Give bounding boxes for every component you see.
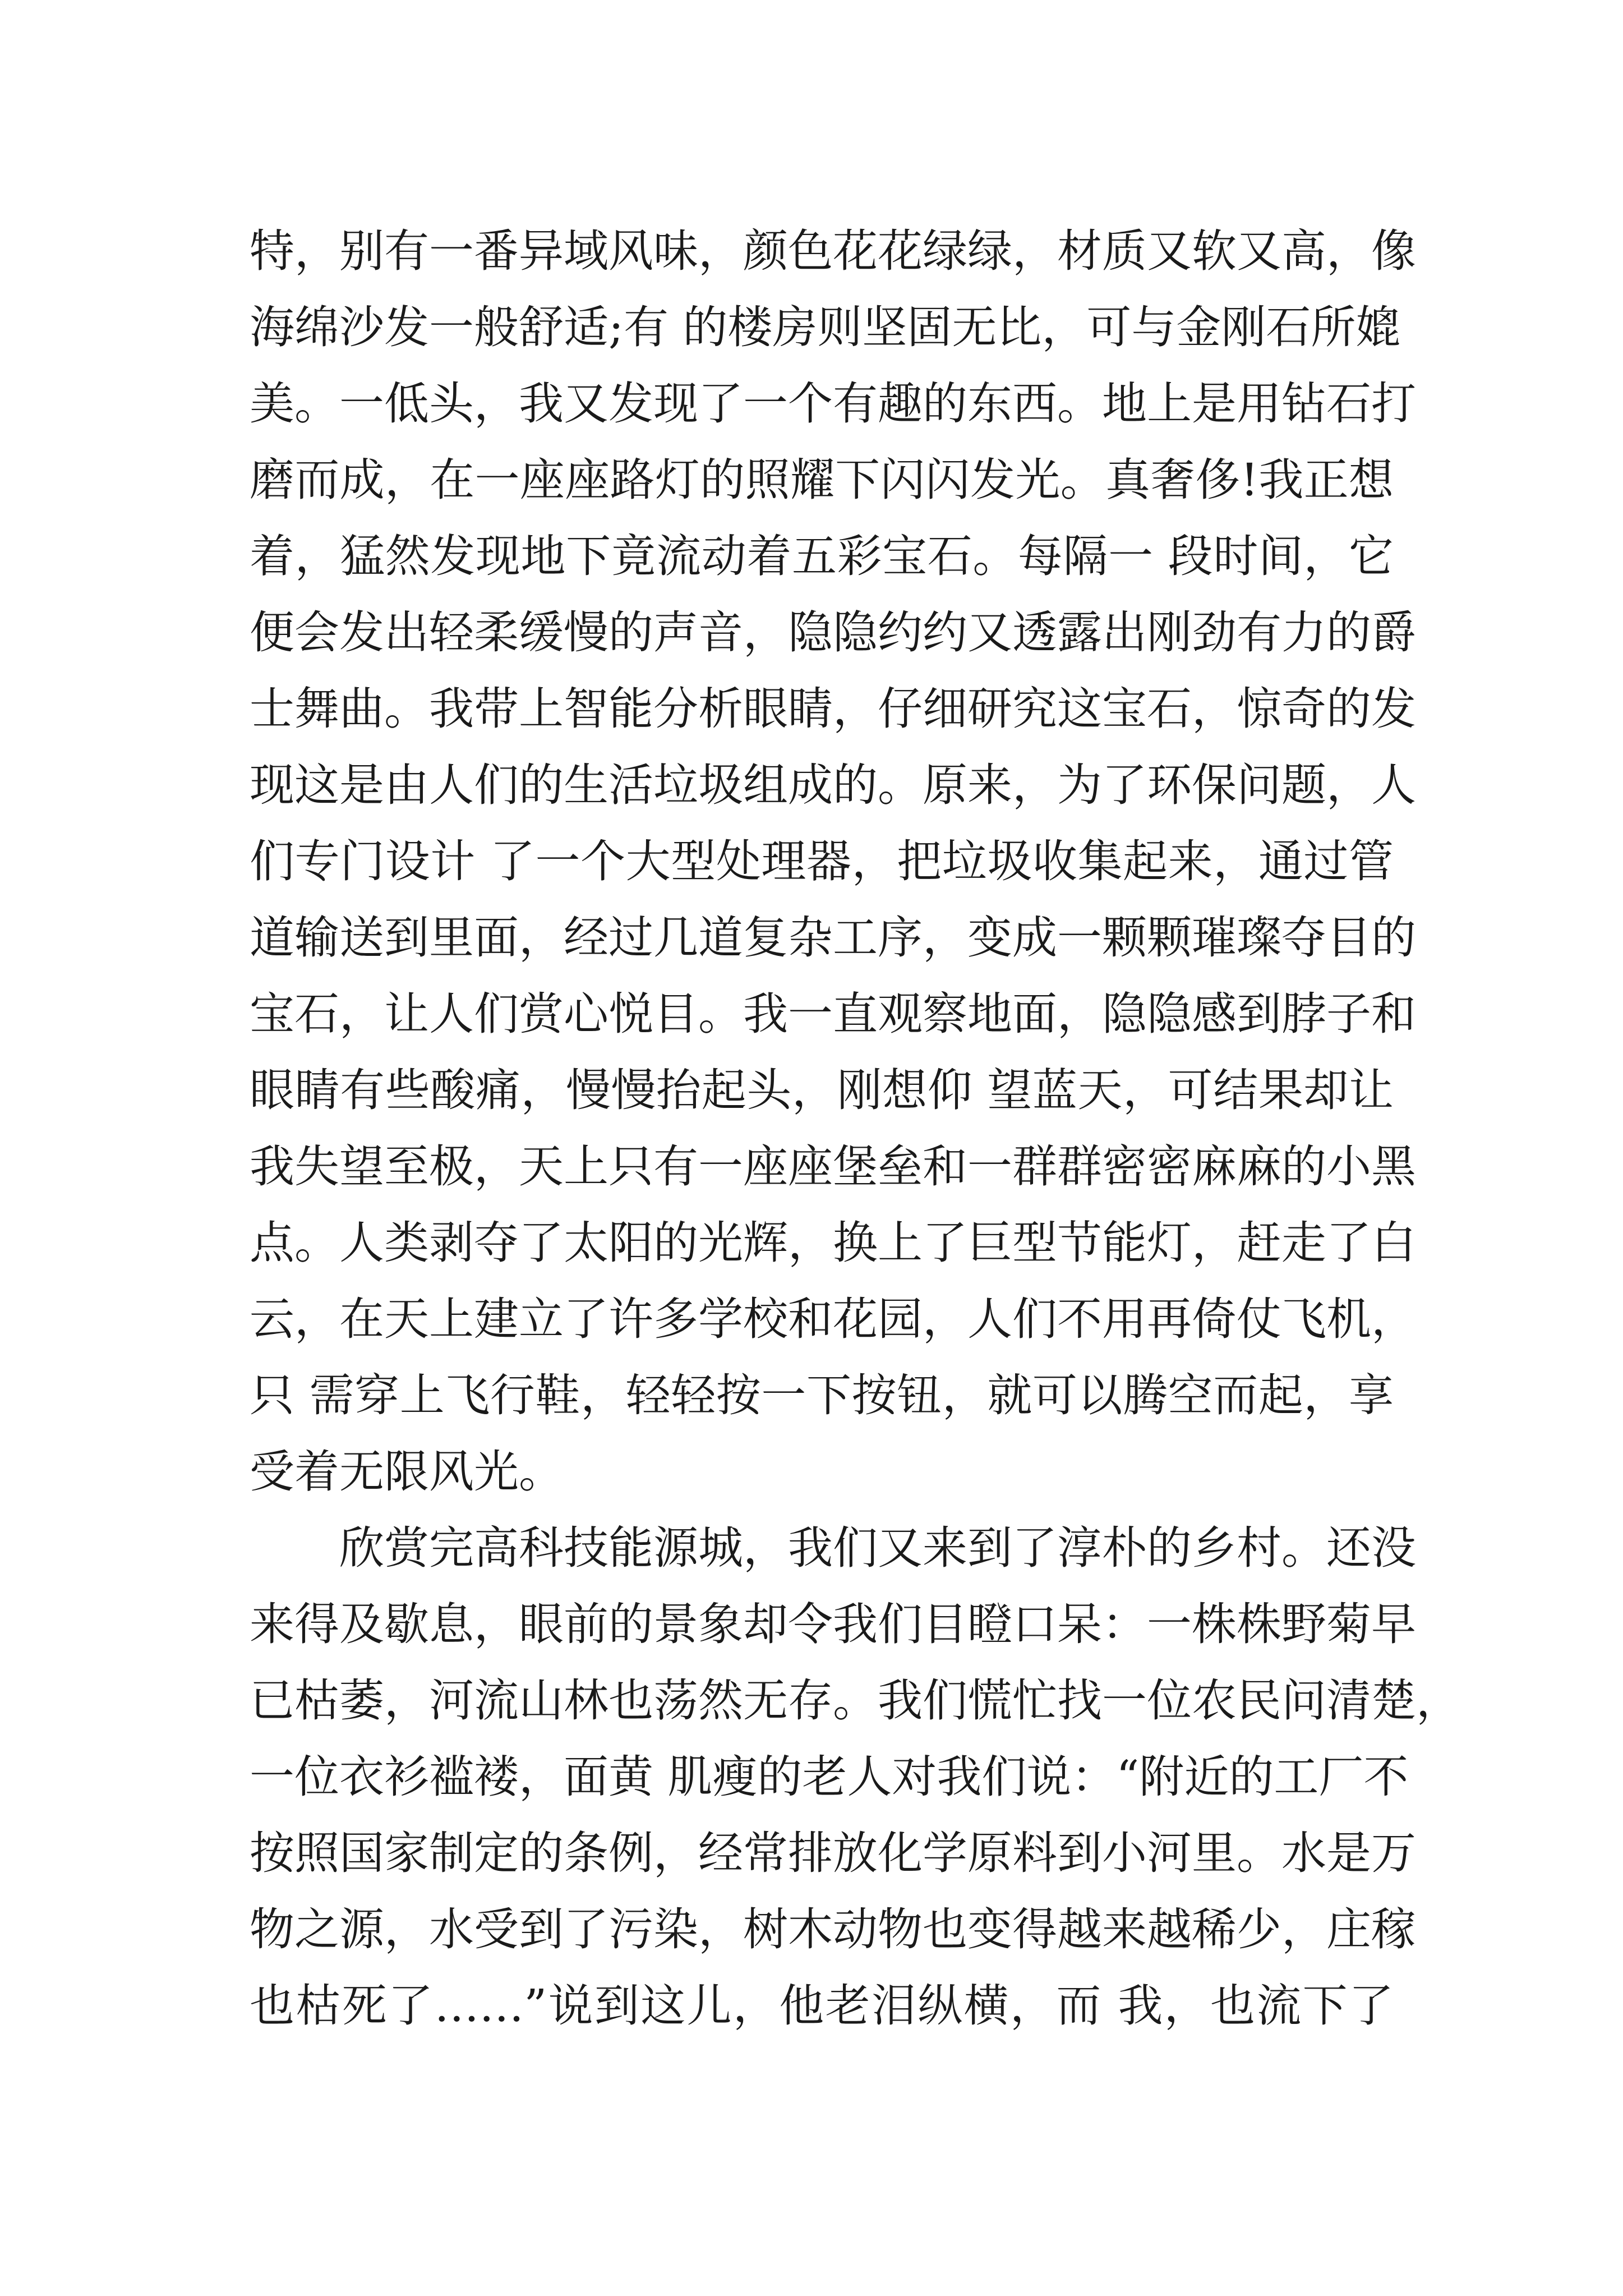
text-line: 只 需穿上飞行鞋，轻轻按一下按钮，就可以腾空而起，享 xyxy=(250,1369,1394,1421)
text-line: 点。人类剥夺了太阳的光辉，换上了巨型节能灯，赶走了白 xyxy=(250,1217,1416,1269)
body-text xyxy=(250,213,1461,2044)
text-line: 道输送到里面，经过几道复杂工序，变成一颗颗璀璨夺目的 xyxy=(250,912,1416,964)
text-line: 我失望至极，天上只有一座座堡垒和一群群密密麻麻的小黑 xyxy=(250,1140,1416,1193)
text-line: 海绵沙发一般舒适;有 的楼房则坚固无比，可与金刚石所媲 xyxy=(250,301,1401,353)
text-line: 已枯萎，河流山林也荡然无存。我们慌忙找一位农民问清楚， xyxy=(250,1674,1461,1727)
text-line: 磨而成，在一座座路灯的照耀下闪闪发光。真奢侈!我正想 xyxy=(250,454,1394,506)
text-line: 受着无限风光。 xyxy=(250,1446,564,1498)
text-line: 便会发出轻柔缓慢的声音，隐隐约约又透露出刚劲有力的爵 xyxy=(250,606,1416,659)
text-line: 宝石，让人们赏心悦目。我一直观察地面，隐隐感到脖子和 xyxy=(250,988,1416,1040)
text-line: 一位衣衫褴褛，面黄 肌瘦的老人对我们说：“附近的工厂不 xyxy=(250,1751,1409,1803)
text-line: 特，别有一番异域风味，颜色花花绿绿，材质又软又高，像 xyxy=(250,225,1416,277)
text-line: 也枯死了……”说到这儿，他老泪纵横，而 我，也流下了 xyxy=(250,1980,1394,2032)
text-line: 现这是由人们的生活垃圾组成的。原来，为了环保问题，人 xyxy=(250,759,1416,811)
text-line: 眼睛有些酸痛，慢慢抬起头，刚想仰 望蓝天，可结果却让 xyxy=(250,1064,1394,1116)
text-line: 物之源，水受到了污染，树木动物也变得越来越稀少，庄稼 xyxy=(250,1903,1416,1955)
text-line: 云，在天上建立了许多学校和花园，人们不用再倚仗飞机， xyxy=(250,1293,1416,1345)
text-line: 来得及歇息，眼前的景象却令我们目瞪口呆：一株株野菊早 xyxy=(250,1598,1416,1650)
text-line: 们专门设计 了一个大型处理器，把垃圾收集起来，通过管 xyxy=(250,835,1394,887)
text-line: 美。一低头，我又发现了一个有趣的东西。地上是用钻石打 xyxy=(250,378,1416,430)
text-line: 士舞曲。我带上智能分析眼睛，仔细研究这宝石，惊奇的发 xyxy=(250,683,1416,735)
text-line: 按照国家制定的条例，经常排放化学原料到小河里。水是万 xyxy=(250,1827,1416,1879)
text-line: 着，猛然发现地下竟流动着五彩宝石。每隔一 段时间，它 xyxy=(250,530,1394,582)
paragraph-first-line: 欣赏完高科技能源城，我们又来到了淳朴的乡村。还没 xyxy=(339,1522,1416,1574)
